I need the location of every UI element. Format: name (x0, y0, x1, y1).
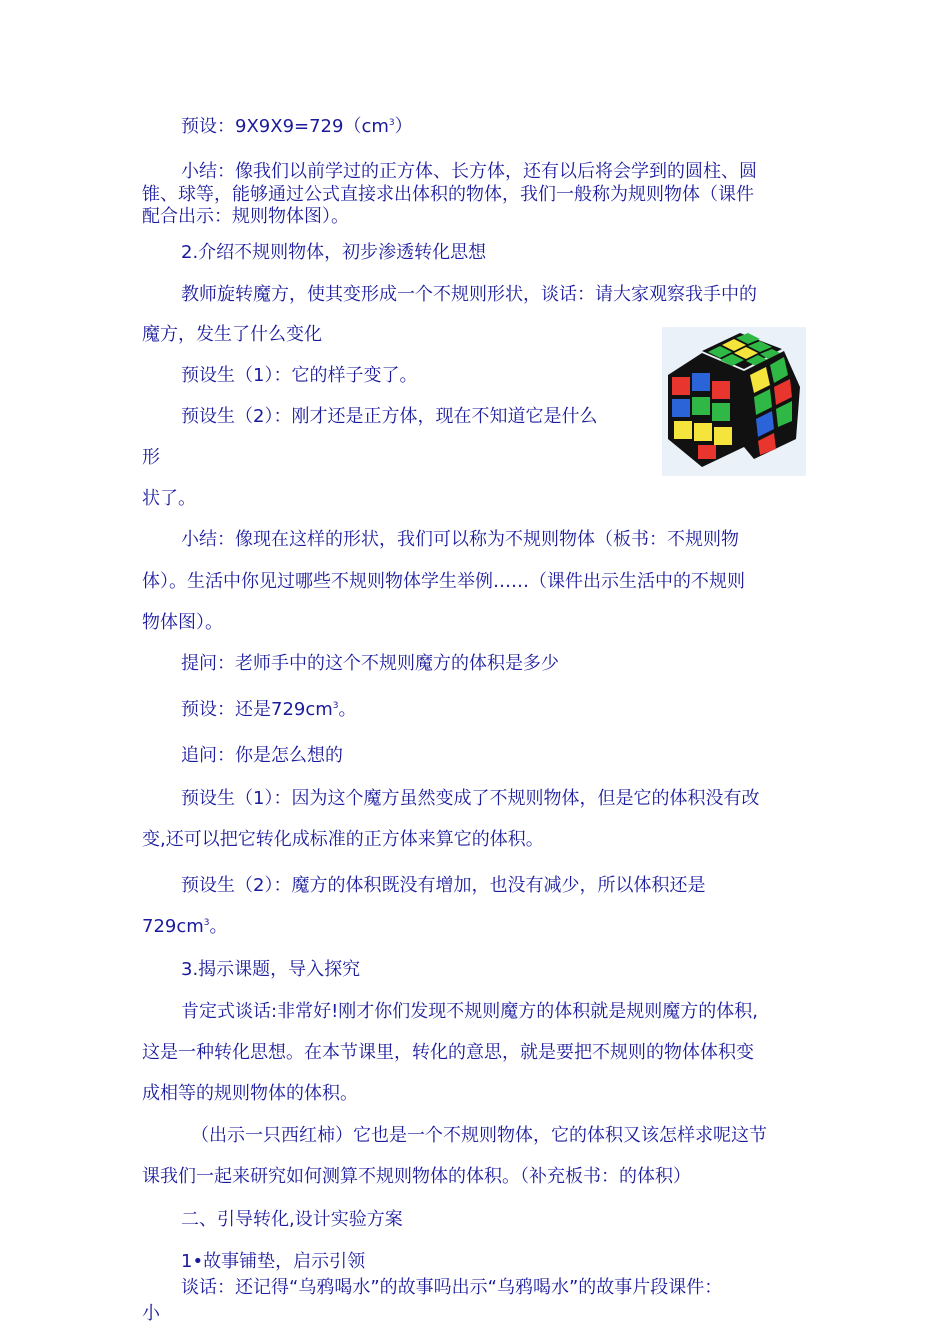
section-heading: 1•故事铺垫，启示引领 (181, 1251, 366, 1272)
paragraph-line: $729cm^3$。 (142, 916, 228, 937)
paragraph-line: 提问：老师手中的这个不规则魔方的体积是多少 (181, 653, 559, 674)
paragraph-line: 成相等的规则物体的体积。 (142, 1083, 358, 1104)
paragraph-line: 变,还可以把它转化成标准的正方体来算它的体积。 (142, 829, 544, 850)
paragraph-line: 小结：像我们以前学过的正方体、长方体，还有以后将会学到的圆柱、圆 (181, 161, 757, 182)
paragraph-line: 锥、球等，能够通过公式直接求出体积的物体，我们一般称为规则物体（课件 (142, 184, 754, 205)
rubiks-cube-image (662, 327, 806, 476)
paragraph-line: 谈话：还记得“乌鸦喝水”的故事吗出示“乌鸦喝水”的故事片段课件： (181, 1277, 723, 1298)
paragraph-line: 预设生（1）：因为这个魔方虽然变成了不规则物体，但是它的体积没有改 (181, 788, 760, 809)
section-heading: 3.揭示课题，导入探究 (181, 959, 361, 980)
paragraph-line: 预设：还是$729cm^3$。 (181, 699, 357, 720)
paragraph-line: 魔方，发生了什么变化 (142, 324, 322, 345)
paragraph-line: 物体图）。 (142, 612, 223, 633)
paragraph-line: 预设：$9X9X9=729(cm^3)$ (181, 116, 413, 137)
paragraph-line: 追问：你是怎么想的 (181, 745, 343, 766)
paragraph-line: 预设生（1）：它的样子变了。 (181, 365, 418, 386)
paragraph-line: （出示一只西红柿）它也是一个不规则物体，它的体积又该怎样求呢这节 (191, 1125, 767, 1146)
paragraph-line: 预设生（2）：魔方的体积既没有增加，也没有减少，所以体积还是 (181, 875, 706, 896)
paragraph-line: 教师旋转魔方，使其变形成一个不规则形状，谈话：请大家观察我手中的 (181, 284, 757, 305)
paragraph-line: 形 (142, 447, 160, 468)
paragraph-line: 预设生（2）：刚才还是正方体，现在不知道它是什么 (181, 406, 598, 427)
paragraph-line: 小结：像现在这样的形状，我们可以称为不规则物体（板书：不规则物 (181, 529, 739, 550)
section-heading: 二、引导转化,设计实验方案 (181, 1209, 403, 1230)
paragraph-line: 肯定式谈话:非常好!刚才你们发现不规则魔方的体积就是规则魔方的体积, (181, 1001, 758, 1022)
section-heading: 2.介绍不规则物体，初步渗透转化思想 (181, 242, 487, 263)
paragraph-line: 状了。 (142, 488, 196, 509)
paragraph-line: 体）。生活中你见过哪些不规则物体学生举例……（课件出示生活中的不规则 (142, 571, 745, 592)
paragraph-line: 这是一种转化思想。在本节课里，转化的意思，就是要把不规则的物体体积变 (142, 1042, 754, 1063)
paragraph-line: 小 (142, 1303, 160, 1324)
paragraph-line: 课我们一起来研究如何测算不规则物体的体积。（补充板书：的体积） (142, 1166, 691, 1187)
paragraph-line: 配合出示：规则物体图）。 (142, 206, 349, 227)
